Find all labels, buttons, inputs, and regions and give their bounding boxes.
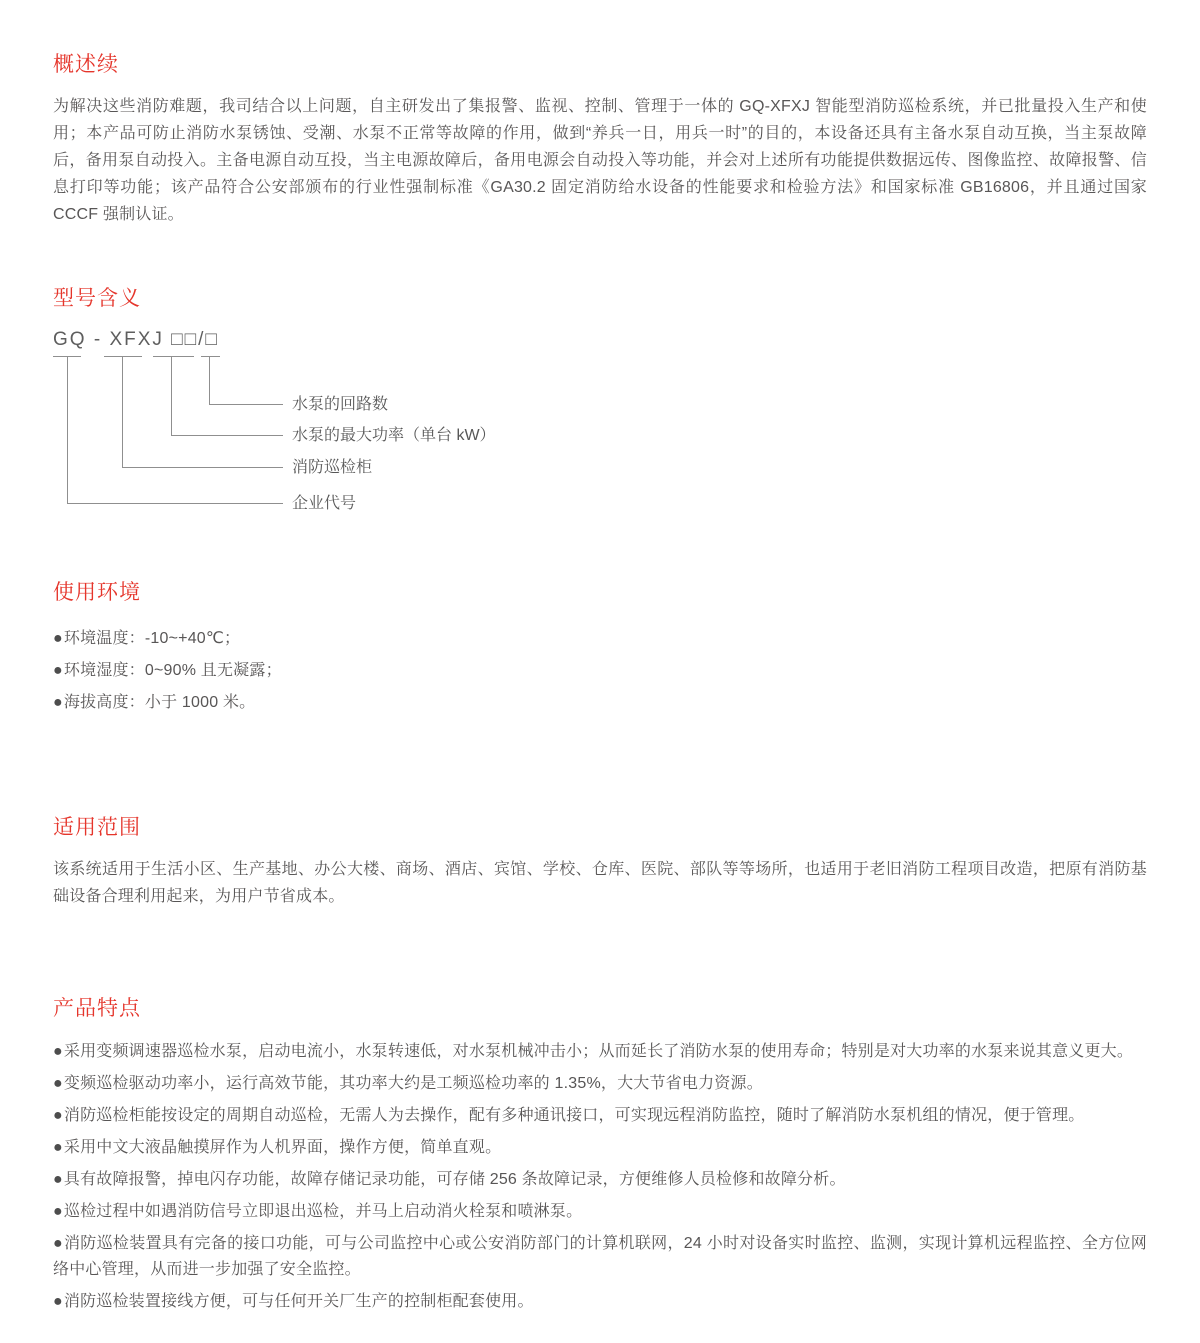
bullet-icon: ● xyxy=(53,1171,63,1188)
feature-item-text: 采用变频调速器巡检水泵，启动电流小，水泵转速低，对水泵机械冲击小；从而延长了消防水泵的使用寿命；特别是对大功率的水泵来说其意义更大。 xyxy=(63,1043,1134,1060)
feature-item-text: 具有故障报警，掉电闪存功能，故障存储记录功能，可存储 256 条故障记录，方便维修人员检修和故障分析。 xyxy=(63,1171,846,1188)
features-list xyxy=(53,1039,1147,1315)
bullet-icon: ● xyxy=(53,1107,63,1124)
list-item xyxy=(53,690,1147,716)
list-item xyxy=(53,1103,1147,1129)
environment-item-text: 环境温度：-10~+40℃； xyxy=(63,630,241,647)
connector-line-circuits xyxy=(209,357,283,405)
bullet-icon: ● xyxy=(53,1139,63,1156)
list-item xyxy=(53,1289,1147,1315)
list-item xyxy=(53,658,1147,684)
scope-paragraph: 该系统适用于生活小区、生产基地、办公大楼、商场、酒店、宾馆、学校、仓库、医院、部队等等场所，也适用于老旧消防工程项目改造，把原有消防基础设备合理利用起来，为用户节省成本。 xyxy=(53,861,1147,905)
feature-item-text: 消防巡检柜能按设定的周期自动巡检，无需人为去操作，配有多种通讯接口，可实现远程消防监控，随时了解消防水泵机组的情况，便于管理。 xyxy=(63,1107,1085,1124)
model-branch-label-circuits: 水泵的回路数 xyxy=(292,396,389,413)
bullet-icon: ● xyxy=(53,1293,63,1310)
feature-item-text: 消防巡检装置具有完备的接口功能，可与公司监控中心或公安消防部门的计算机联网，24 小时对设备实时监控、监测，实现计算机远程监控、全方位网络中心管理，从而进一步加强了安全监控。 xyxy=(53,1235,1147,1278)
section-heading-model: 型号含义 xyxy=(53,287,141,310)
list-item xyxy=(53,1135,1147,1161)
list-item xyxy=(53,1199,1147,1225)
overview-paragraph: 为解决这些消防难题，我司结合以上问题，自主研发出了集报警、监视、控制、管理于一体的 GQ-XFXJ 智能型消防巡检系统，并已批量投入生产和使用；本产品可防止消防水泵锈蚀、受潮、水泵不正常等故障的作用，做到“养兵一日，用兵一时”的目的，本设备还具有主备水泵自动互换，当主泵故障后，备用泵自动投入。主备电源自动互投，当主电源故障后，备用电源会自动投入等功能，并会对上述所有功能提供数据远传、图像监控、故障报警、信息打印等功能；该产品符合公安部颁布的行业性强制标准《GA30.2 固定消防给水设备的性能要求和检验方法》和国家标准 GB16806，并且通过国家 CCCF 强制认证。 xyxy=(53,98,1147,223)
bullet-icon: ● xyxy=(53,1235,63,1252)
bullet-icon: ● xyxy=(53,694,63,711)
bullet-icon: ● xyxy=(53,630,63,647)
list-item xyxy=(53,1167,1147,1193)
list-item xyxy=(53,1231,1147,1283)
feature-item-text: 巡检过程中如遇消防信号立即退出巡检，并马上启动消火栓泵和喷淋泵。 xyxy=(63,1203,583,1220)
list-item xyxy=(53,626,1147,652)
environment-item-text: 海拔高度：小于 1000 米。 xyxy=(63,694,256,711)
bullet-icon: ● xyxy=(53,1203,63,1220)
section-heading-scope: 适用范围 xyxy=(53,816,141,839)
list-item xyxy=(53,1071,1147,1097)
model-code-diagram xyxy=(53,329,1147,525)
model-branch-label-power: 水泵的最大功率（单台 kW） xyxy=(292,427,496,444)
bullet-icon: ● xyxy=(53,662,63,679)
list-item xyxy=(53,1039,1147,1065)
feature-item-text: 采用中文大液晶触摸屏作为人机界面，操作方便，简单直观。 xyxy=(63,1139,502,1156)
section-heading-environment: 使用环境 xyxy=(53,581,141,604)
model-branch-label-cabinet: 消防巡检柜 xyxy=(292,459,373,476)
environment-list xyxy=(53,626,1147,716)
bullet-icon: ● xyxy=(53,1043,63,1060)
model-branch-label-enterprise: 企业代号 xyxy=(292,495,357,512)
section-heading-overview: 概述续 xyxy=(53,53,119,76)
section-heading-features: 产品特点 xyxy=(53,997,141,1020)
model-code-text: GQ - XFXJ □□/□ xyxy=(53,329,219,350)
bullet-icon: ● xyxy=(53,1075,63,1092)
feature-item-text: 变频巡检驱动功率小，运行高效节能，其功率大约是工频巡检功率的 1.35%，大大节省电力资源。 xyxy=(63,1075,763,1092)
feature-item-text: 消防巡检装置接线方便，可与任何开关厂生产的控制柜配套使用。 xyxy=(63,1293,534,1310)
environment-item-text: 环境湿度：0~90% 且无凝露； xyxy=(63,662,282,679)
